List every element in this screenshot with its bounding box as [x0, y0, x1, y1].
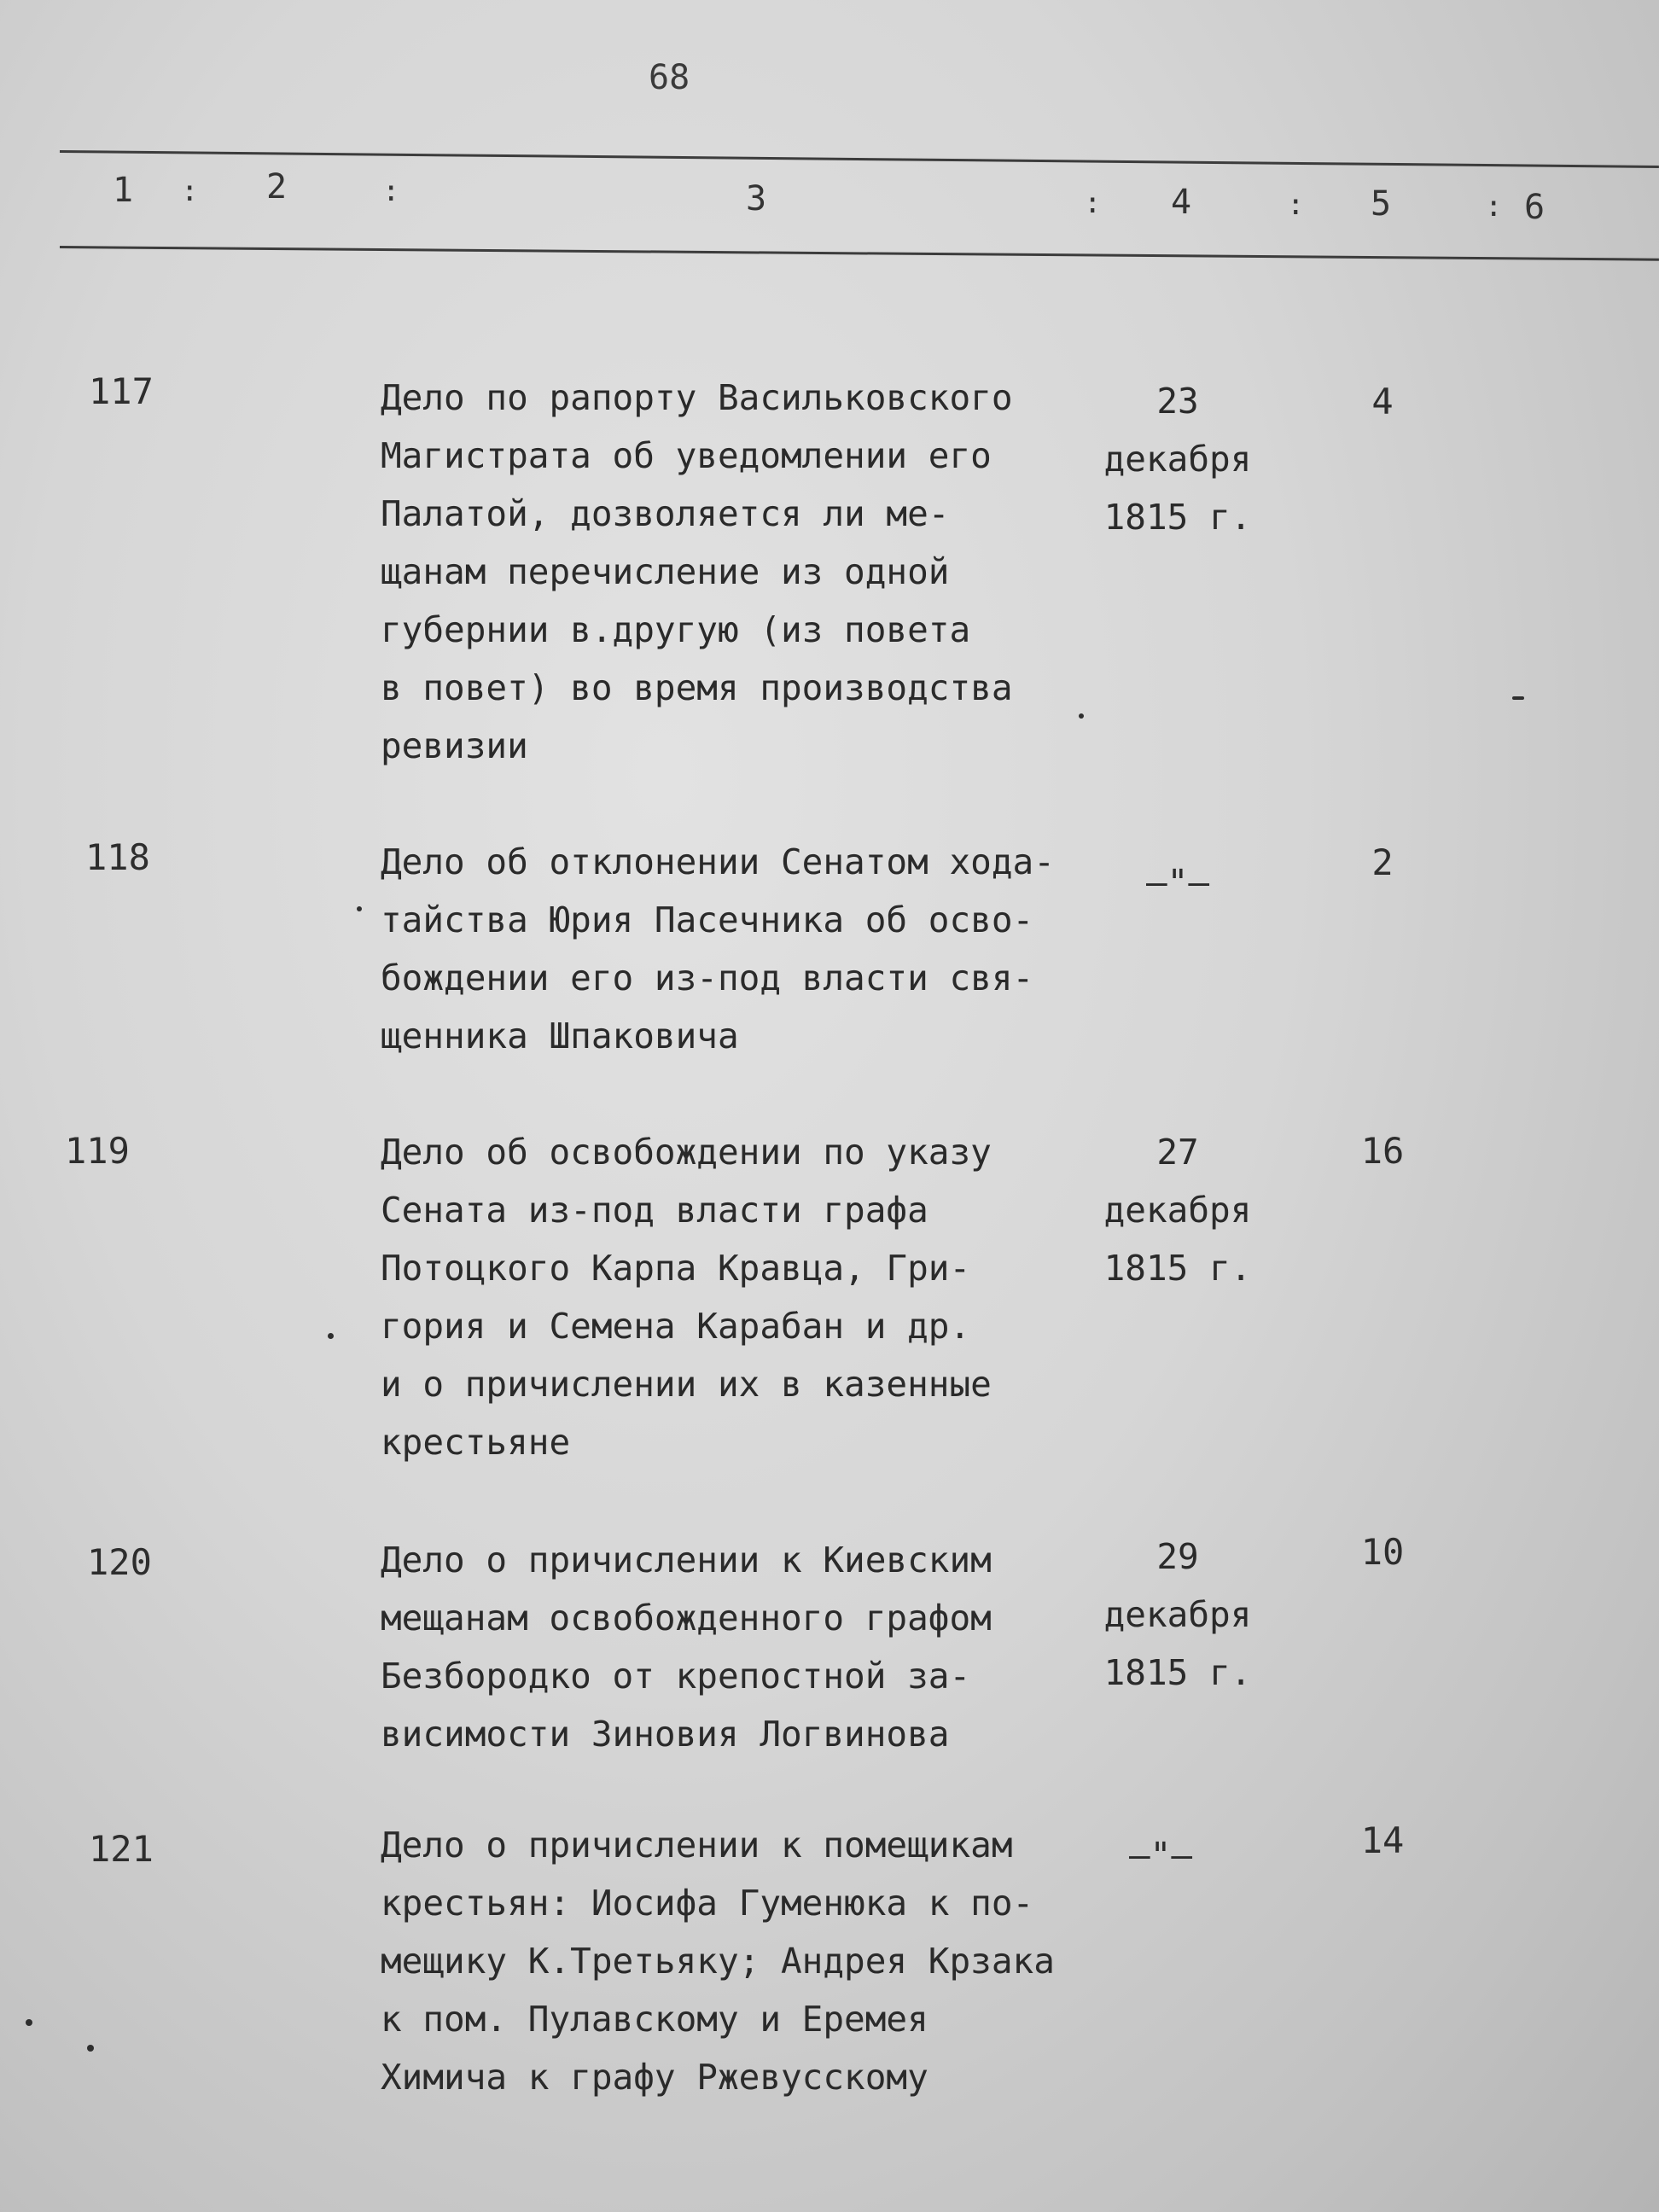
header-separator: :: [1084, 186, 1102, 220]
header-col-2: 2: [266, 167, 288, 207]
date-line: 23: [1156, 381, 1199, 422]
date-line: 1815 г.: [1103, 497, 1252, 538]
record-description: [381, 1816, 1132, 2106]
date-line: —"—: [1128, 1835, 1193, 1876]
description-line: гория и Семена Карабан и др.: [381, 1306, 971, 1347]
description-line: крестьян: Иосифа Гуменюка к по-: [381, 1883, 1034, 1924]
description-line: Магистрата об уведомлении его: [381, 435, 992, 476]
header-col-6: 6: [1524, 188, 1545, 227]
record-number: 120: [87, 1541, 152, 1583]
header-col-4: 4: [1171, 183, 1192, 222]
description-line: ревизии: [381, 725, 528, 766]
date-line: декабря: [1103, 1190, 1252, 1231]
record-pages: 4: [1371, 381, 1394, 422]
header-separator: :: [1287, 188, 1305, 222]
ink-speck: [1512, 696, 1524, 700]
table-header-bottom-rule: [60, 246, 1659, 261]
description-line: Дело об освобождении по указу: [381, 1132, 992, 1173]
table-header-top-rule: [60, 150, 1659, 168]
ink-speck: [357, 906, 362, 911]
description-line: мещику К.Третьяку; Андрея Крзака: [381, 1941, 1055, 1982]
description-line: Дело по рапорту Васильковского: [381, 377, 1013, 418]
description-line: Химича к графу Ржевусскому: [381, 2057, 928, 2098]
record-date: [1084, 1123, 1272, 1297]
date-line: 29: [1156, 1536, 1199, 1577]
record-pages: 14: [1360, 1819, 1405, 1861]
description-line: Дело о причислении к Киевским: [381, 1540, 992, 1580]
date-line: 1815 г.: [1103, 1248, 1252, 1289]
ink-speck: [26, 2019, 32, 2026]
description-line: губернии в.другую (из повета: [381, 609, 971, 650]
description-line: щенника Шпаковича: [381, 1016, 739, 1057]
date-line: декабря: [1103, 439, 1252, 480]
record-date: [1084, 853, 1272, 911]
header-separator: :: [181, 174, 199, 208]
ink-speck: [328, 1333, 334, 1339]
record-description: [381, 1123, 1132, 1471]
record-date: [1084, 1528, 1272, 1702]
record-description: [381, 833, 1132, 1065]
header-col-5: 5: [1371, 184, 1392, 224]
header-separator: :: [382, 174, 400, 208]
description-line: висимости Зиновия Логвинова: [381, 1714, 950, 1755]
header-separator: :: [1485, 189, 1503, 224]
description-line: Безбородко от крепостной за-: [381, 1656, 971, 1697]
header-col-1: 1: [113, 171, 134, 210]
record-description: [381, 1531, 1132, 1763]
record-pages: 16: [1360, 1130, 1405, 1172]
ink-speck: [1079, 713, 1084, 719]
record-number: 121: [89, 1828, 154, 1870]
description-line: к пом. Пулавскому и Еремея: [381, 1999, 928, 2040]
description-line: Дело о причислении к помещикам: [381, 1825, 1013, 1866]
record-number: 117: [89, 370, 154, 412]
record-number: 118: [85, 836, 150, 878]
ink-speck: [87, 2045, 94, 2052]
description-line: в повет) во время производства: [381, 667, 1013, 708]
description-line: тайства Юрия Пасечника об осво-: [381, 899, 1034, 940]
date-line: декабря: [1103, 1594, 1252, 1635]
description-line: щанам перечисление из одной: [381, 551, 950, 592]
record-date: [1067, 1826, 1254, 1884]
date-line: 1815 г.: [1103, 1652, 1252, 1693]
description-line: Сената из-под власти графа: [381, 1190, 928, 1231]
description-line: и о причислении их в казенные: [381, 1364, 992, 1405]
description-line: Потоцкого Карпа Кравца, Гри-: [381, 1248, 971, 1289]
record-description: [381, 369, 1132, 775]
record-pages: 10: [1360, 1531, 1405, 1573]
page-number: 68: [649, 58, 690, 97]
description-line: Дело об отклонении Сенатом хода-: [381, 841, 1055, 882]
record-date: [1084, 372, 1272, 546]
description-line: мещанам освобожденного графом: [381, 1598, 992, 1639]
date-line: 27: [1156, 1132, 1199, 1173]
date-line: —"—: [1145, 862, 1210, 903]
record-pages: 2: [1371, 841, 1394, 883]
description-line: крестьяне: [381, 1422, 571, 1463]
header-col-3: 3: [746, 179, 767, 218]
record-number: 119: [65, 1130, 130, 1172]
description-line: бождении его из-под власти свя-: [381, 958, 1034, 998]
description-line: Палатой, дозволяется ли ме-: [381, 493, 950, 534]
